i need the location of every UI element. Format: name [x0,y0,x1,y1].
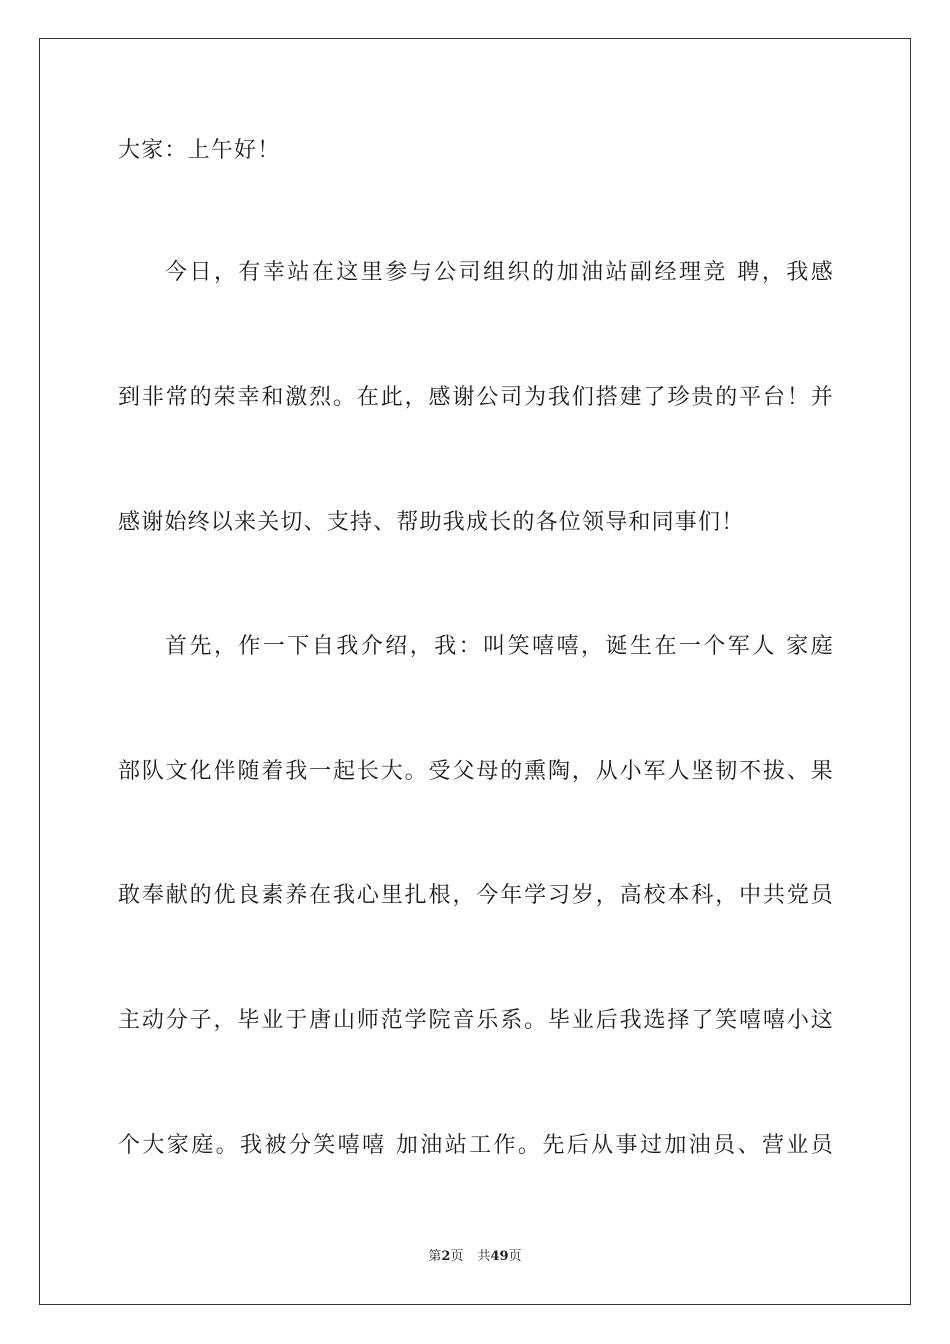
paragraph-line: 首先，作一下自我介绍，我：叫笑嘻嘻，诞生在一个军人 家庭 [165,634,834,659]
paragraph-line: 到非常的荣幸和激烈。在此，感谢公司为我们搭建了珍贵的平台！并 [118,385,834,410]
total-prefix: 共 [477,1249,491,1264]
paragraph-line: 部队文化伴随着我一起长大。受父母的熏陶，从小军人坚韧不拔、果 [118,759,834,784]
paragraph-line: 敢奉献的优良素养在我心里扎根，今年学习岁，高校本科，中共党员 [118,883,834,908]
total-pages: 49 [490,1249,509,1264]
page-number: 2 [441,1249,451,1264]
page-footer [0,1248,950,1266]
greeting-line: 大家：上午好！ [118,138,281,163]
page-border [39,38,911,1305]
paragraph-line: 今日，有幸站在这里参与公司组织的加油站副经理竞 聘，我感 [165,260,834,285]
paragraph-line: 感谢始终以来关切、支持、帮助我成长的各位领导和同事们！ [118,510,745,535]
paragraph-line: 个大家庭。我被分笑嘻嘻 加油站工作。先后从事过加油员、营业员 [118,1133,834,1158]
total-suffix: 页 [508,1249,522,1264]
page-suffix: 页 [450,1249,464,1264]
page-prefix: 第 [428,1249,442,1264]
paragraph-line: 主动分子，毕业于唐山师范学院音乐系。毕业后我选择了笑嘻嘻小这 [118,1008,834,1033]
